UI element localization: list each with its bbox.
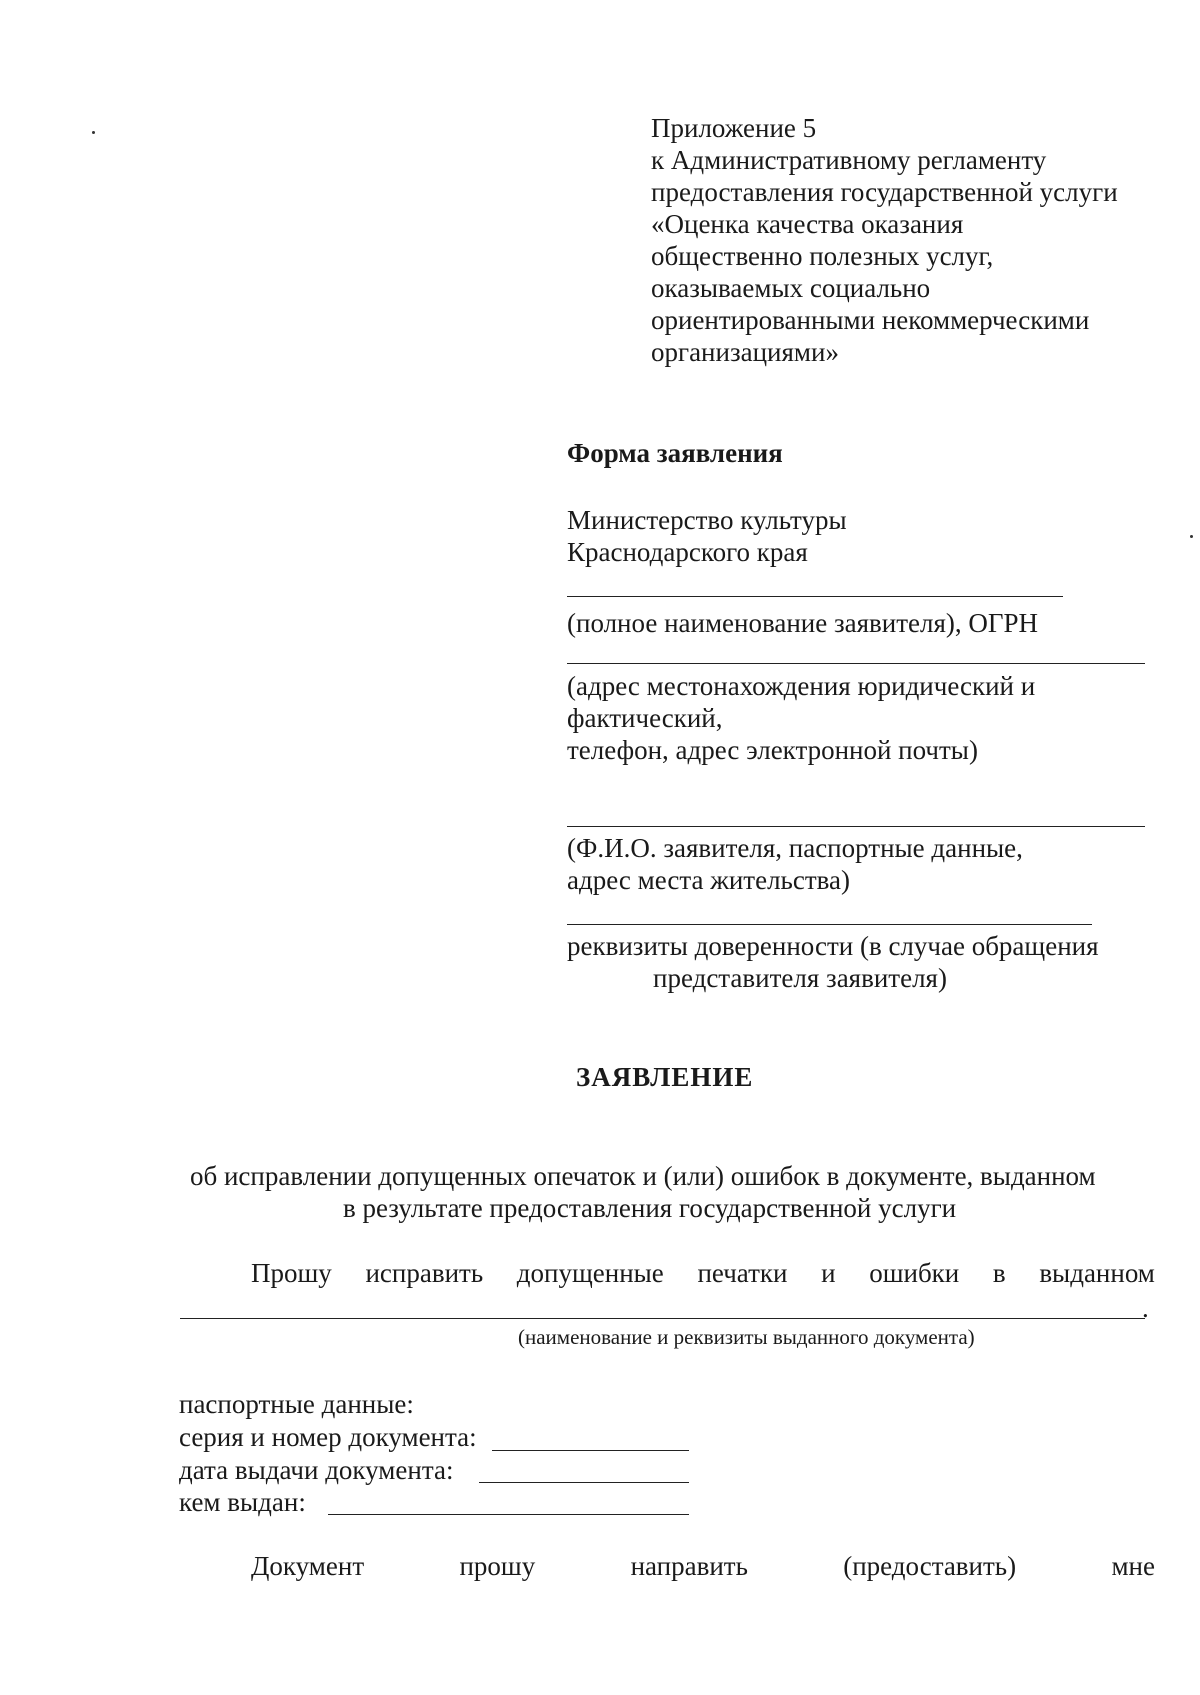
delivery-word: Документ [251,1551,365,1581]
power-of-attorney-caption: представителя заявителя) [653,963,947,993]
passport-issuer-label: кем выдан: [179,1487,306,1517]
address-caption-line: фактический, [567,703,723,733]
passport-date-label: дата выдачи документа: [179,1455,454,1485]
applicant-name-field[interactable] [567,596,1063,597]
subject-line: об исправлении допущенных опечаток и (или) ошибок в документе, выданном [190,1161,1096,1191]
document-caption: (наименование и реквизиты выданного документа) [518,1325,975,1349]
request-word: допущенные [516,1258,664,1288]
passport-series-label: серия и номер документа: [179,1422,477,1452]
request-word: печатки [697,1258,788,1288]
appendix-line: «Оценка качества оказания [651,209,964,239]
appendix-line: организациями» [651,337,839,367]
person-caption-line: адрес места жительства) [567,865,851,895]
document-heading: ЗАЯВЛЕНИЕ [576,1062,754,1092]
delivery-sentence [251,1550,1155,1582]
power-of-attorney-field[interactable] [567,924,1092,925]
applicant-address-field[interactable] [567,663,1145,664]
delivery-word: мне [1111,1551,1155,1581]
request-word: ошибки [869,1258,960,1288]
recipient-line: Краснодарского края [567,537,808,567]
applicant-caption: (полное наименование заявителя), ОГРН [567,608,1039,638]
subject-line: в результате предоставления государственной услуги [343,1193,957,1223]
passport-date-field[interactable] [479,1482,689,1483]
delivery-word: прошу [459,1551,536,1581]
issued-document-field[interactable] [180,1318,1145,1319]
appendix-line: оказываемых социально [651,273,931,303]
recipient-line: Министерство культуры [567,505,847,535]
delivery-word: (предоставить) [843,1551,1017,1581]
scan-speck [92,131,95,134]
appendix-line: Приложение 5 [651,113,817,143]
form-title: Форма заявления [567,438,783,468]
appendix-line: к Административному регламенту [651,145,1047,175]
address-caption [567,670,1035,766]
appendix-line: ориентированными некоммерческими [651,305,1090,335]
address-caption-line: (адрес местонахождения юридический и [567,671,1036,701]
person-caption-line: (Ф.И.О. заявителя, паспортные данные, [567,833,1023,863]
request-word: в [992,1258,1006,1288]
scan-speck [1190,535,1193,538]
request-word: исправить [365,1258,484,1288]
passport-series-field[interactable] [492,1450,689,1451]
request-sentence [251,1257,1155,1289]
recipient-block [567,504,847,568]
appendix-line: общественно полезных услуг, [651,241,994,271]
address-caption-line: телефон, адрес электронной почты) [567,735,978,765]
applicant-person-field[interactable] [567,826,1145,827]
power-of-attorney-caption: реквизиты доверенности (в случае обращения [567,931,1099,961]
person-caption [567,832,1023,896]
passport-issuer-field[interactable] [328,1514,689,1515]
appendix-line: предоставления государственной услуги [651,177,1118,207]
appendix-header [651,112,1118,368]
request-word: выданном [1039,1258,1155,1288]
passport-header: паспортные данные: [179,1389,414,1419]
line-end-period: . [1142,1293,1149,1323]
delivery-word: направить [630,1551,748,1581]
request-word: и [821,1258,836,1288]
request-word: Прошу [251,1258,332,1288]
